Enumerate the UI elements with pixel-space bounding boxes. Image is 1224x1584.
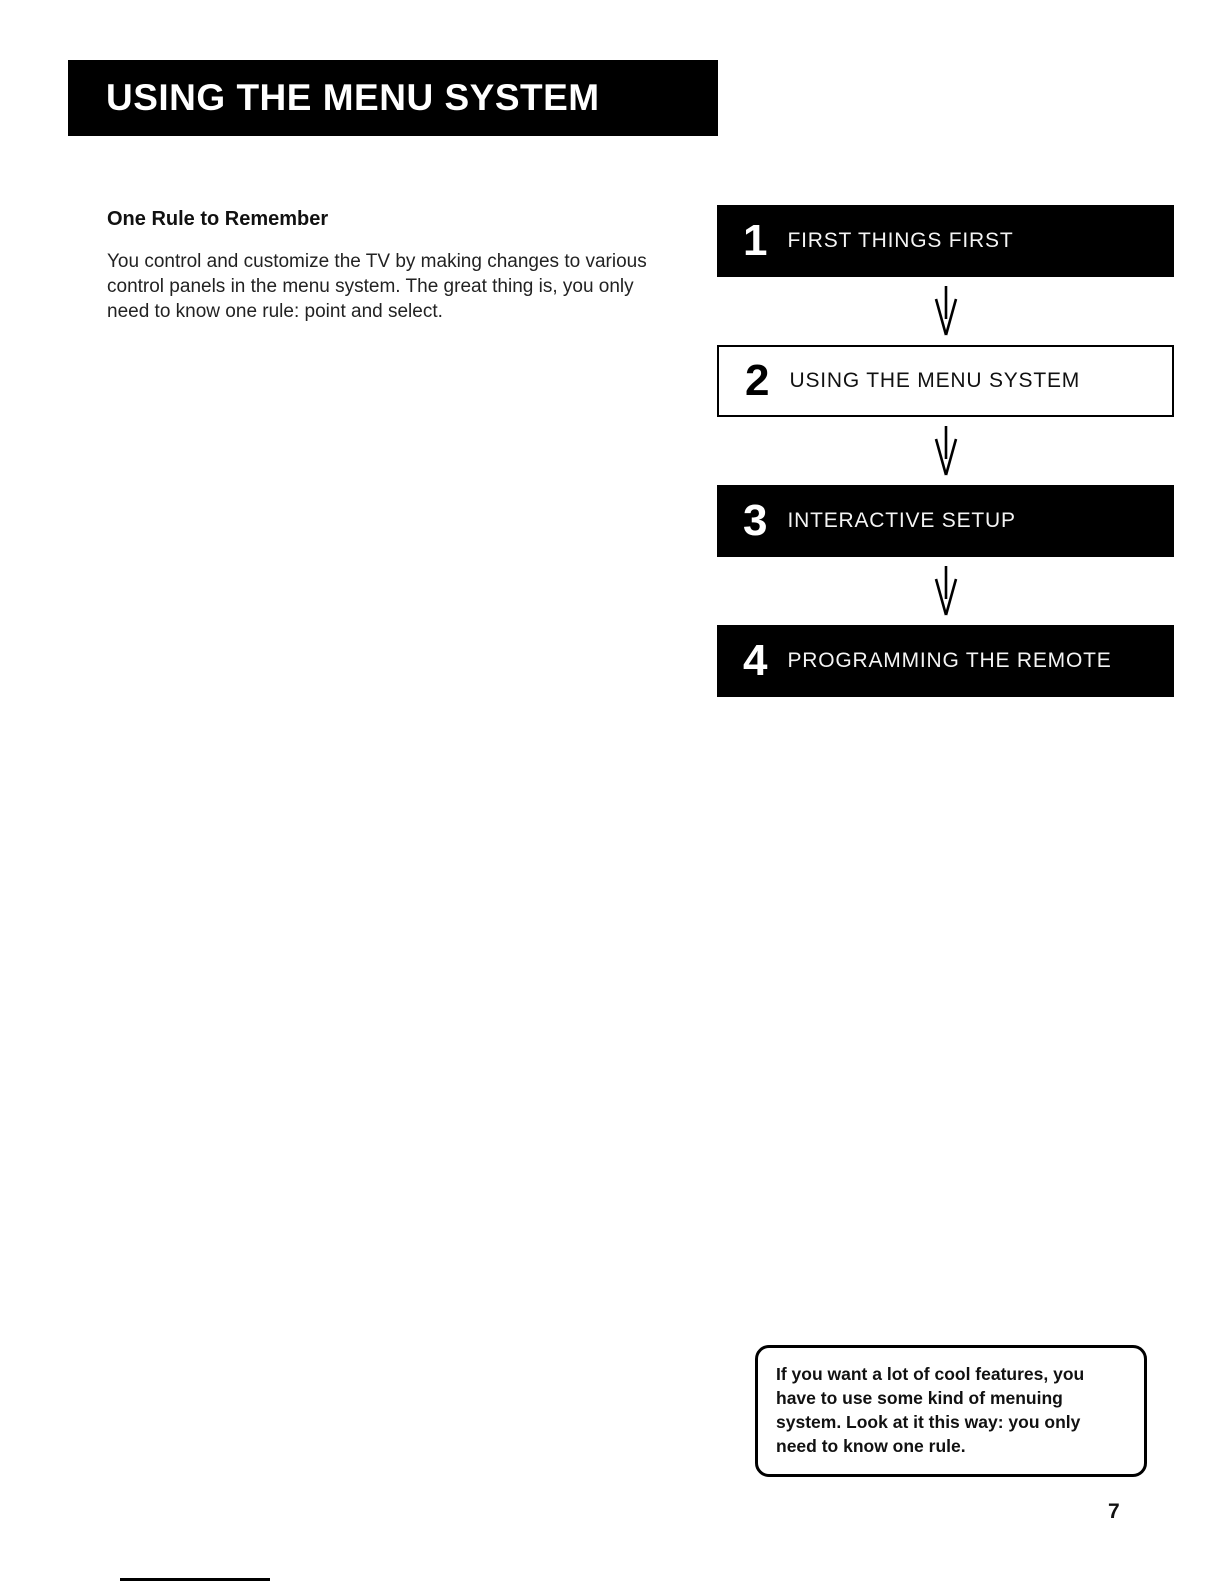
flowchart-step-1 xyxy=(717,205,1174,277)
step-4-number: 4 xyxy=(743,636,768,685)
callout-text: If you want a lot of cool features, you have to use some kind of menuing system. Look at it this way: you only need to know one rule. xyxy=(776,1364,1085,1456)
flowchart-step-4 xyxy=(717,625,1174,697)
step-1-label: FIRST THINGS FIRST xyxy=(787,229,1014,252)
step-1-number: 1 xyxy=(743,216,768,265)
body-paragraph: You control and customize the TV by making changes to various control panels in the menu system. The great thing is, you only need to know one rule: point and select. xyxy=(107,251,647,322)
section-heading: One Rule to Remember xyxy=(107,208,329,230)
flowchart-step-3 xyxy=(717,485,1174,557)
step-3-number: 3 xyxy=(743,496,768,545)
down-arrow-icon xyxy=(717,417,1174,485)
step-2-label: USING THE MENU SYSTEM xyxy=(789,369,1081,392)
step-3-label: INTERACTIVE SETUP xyxy=(787,509,1016,532)
page-title: USING THE MENU SYSTEM xyxy=(106,77,600,118)
page-number: 7 xyxy=(1108,1500,1120,1523)
callout-box xyxy=(755,1345,1147,1477)
left-column xyxy=(107,208,652,324)
flowchart-step-2-current xyxy=(717,345,1174,417)
down-arrow-icon xyxy=(717,557,1174,625)
setup-flowchart xyxy=(717,205,1174,697)
footer-line xyxy=(120,1578,270,1581)
step-2-number: 2 xyxy=(745,356,770,405)
page-header-bar xyxy=(68,60,718,136)
down-arrow-icon xyxy=(717,277,1174,345)
step-4-label: PROGRAMMING THE REMOTE xyxy=(787,649,1112,672)
